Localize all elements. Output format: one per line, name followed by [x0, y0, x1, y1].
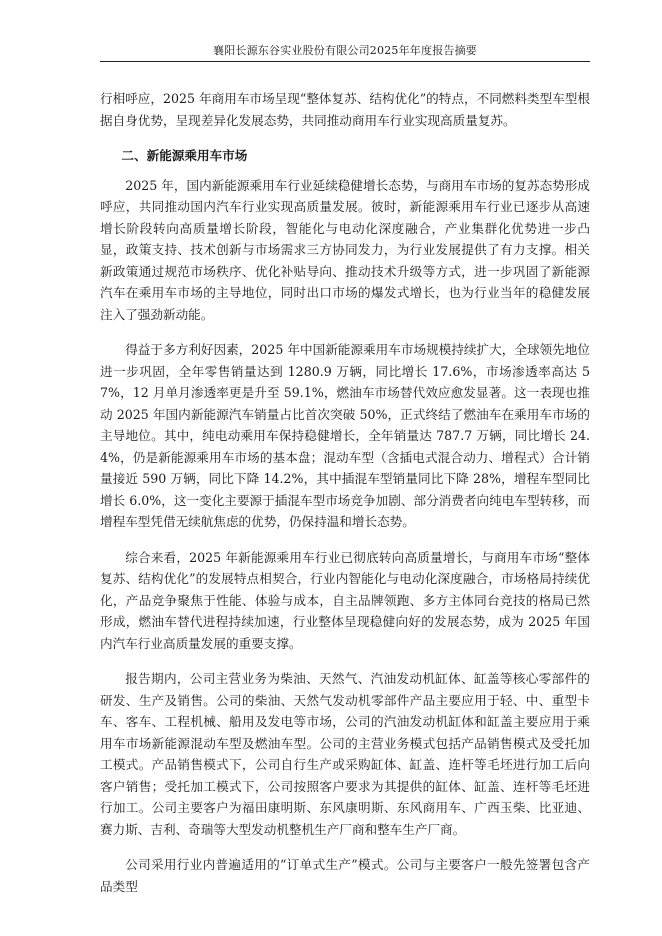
paragraph-production-model: 公司采用行业内普遍适用的“订单式生产”模式。公司与主要客户一般先签署包含产品类型 [100, 857, 590, 894]
document-body [100, 88, 590, 911]
section-heading-nev-passenger-market: 二、新能源乘用车市场 [121, 148, 248, 163]
header-divider [100, 61, 590, 62]
paragraph-commercial-vehicle-continuation: 行相呼应，2025 年商用车市场呈现“整体复苏、结构优化”的特点，不同燃料类型车型根据自身优势，呈现差异化发展态势，共同推动商用车行业实现高质量复苏。 [100, 91, 590, 128]
paragraph-nev-summary: 综合来看，2025 年新能源乘用车行业已彻底转向高质量增长，与商用车市场“整体复苏、结构优化”的发展特点相契合，行业内智能化与电动化深度融合，市场格局持续优化，产品竞争聚焦于性能、体验与成本，自主品牌领跑、多方主体同台竞技的格局已然形成，燃油车替代进程持续加速，行业整体呈现稳健向好的发展态势，成为 2025 年国内汽车行业高质量发展的重要支撑。 [100, 549, 590, 651]
paragraph-company-business: 报告期内，公司主营业务为柴油、天然气、汽油发动机缸体、缸盖等核心零部件的研发、生产及销售。公司的柴油、天然气发动机零部件产品主要应用于轻、中、重型卡车、客车、工程机械、船用及发电等市场，公司的汽油发动机缸体和缸盖主要应用于乘用车市场新能源混动车型及燃油车型。公司的主营业务模式包括产品销售模式及受托加工模式。产品销售模式下，公司自行生产或采购缸体、缸盖、连杆等毛坯进行加工后向客户销售；受托加工模式下，公司按照客户要求为其提供的缸体、缸盖、连杆等毛坯进行加工。公司主要客户为福田康明斯、东风康明斯、东风商用车、广西玉柴、比亚迪、赛力斯、吉利、奇瑞等大型发动机整机生产厂商和整车生产厂商。 [100, 671, 590, 837]
paragraph-nev-industry-overview: 2025 年，国内新能源乘用车行业延续稳健增长态势，与商用车市场的复苏态势形成呼应，共同推动国内汽车行业实现高质量发展。彼时，新能源乘用车行业已逐步从高速增长阶段转向高质量增长阶段，智能化与电动化深度融合，产业集群化优势进一步凸显，政策支持、技术创新与市场需求三方协同发力，为行业发展提供了有力支撑。相关新政策通过规范市场秩序、优化补贴导向、推动技术升级等方式，进一步巩固了新能源汽车在乘用车市场的主导地位，同时出口市场的爆发式增长，也为行业当年的稳健发展注入了强劲新动能。 [100, 177, 590, 322]
page-header-title: 襄阳长源东谷实业股份有限公司2025年年度报告摘要 [213, 44, 477, 57]
paragraph-nev-market-sales: 得益于多方利好因素，2025 年中国新能源乘用车市场规模持续扩大，全球领先地位进一步巩固，全年零售销量达到 1280.9 万辆，同比增长 17.6%，市场渗透率高达 57%，12 月单月渗透率更是升至 59.1%，燃油车市场替代效应愈发显著。这一表现也推动 2025 年国内新能源汽车销量占比首次突破 50%，正式终结了燃油车在乘用车市场的主导地位。其中，纯电动乘用车保持稳健增长，全年销量达 787.7 万辆，同比增长 24.4%，仍是新能源乘用车市场的基本盘；混动车型（含插电式混合动力、增程式）合计销量接近 590 万辆，同比下降 14.2%，其中插混车型销量同比下降 28%，增程车型同比增长 6.0%，这一变化主要源于插混车型市场竞争加剧、部分消费者向纯电车型转移，而增程车型凭借无续航焦虑的优势，仍保持温和增长态势。 [100, 342, 590, 529]
